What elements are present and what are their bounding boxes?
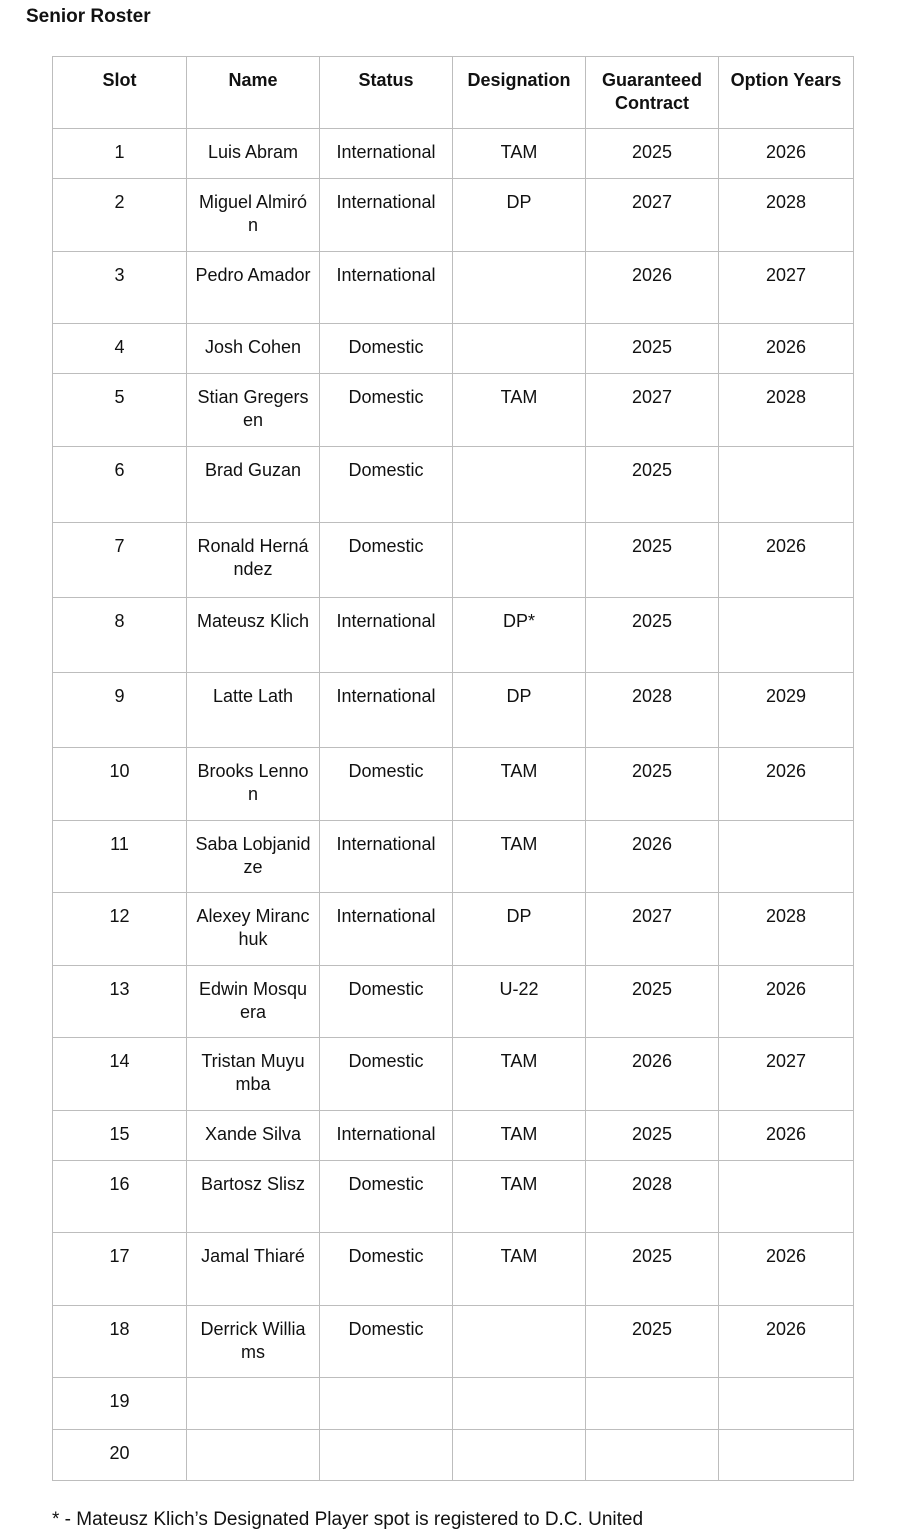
cell-option-years: 2028 (719, 374, 854, 447)
cell-option-years: 2026 (719, 523, 854, 598)
table-row (53, 966, 854, 1038)
cell-slot: 10 (53, 748, 187, 821)
column-header-designation: Designation (453, 57, 586, 129)
cell-slot: 13 (53, 966, 187, 1038)
cell-slot: 7 (53, 523, 187, 598)
table-row (53, 1161, 854, 1233)
cell-status: Domestic (320, 447, 453, 523)
cell-name (187, 1430, 320, 1481)
cell-guaranteed-contract: 2025 (586, 1111, 719, 1161)
cell-slot: 8 (53, 598, 187, 673)
cell-designation: TAM (453, 374, 586, 447)
cell-name: Alexey Miranchuk (187, 893, 320, 966)
cell-guaranteed-contract: 2025 (586, 129, 719, 179)
cell-guaranteed-contract: 2026 (586, 1038, 719, 1111)
table-row (53, 821, 854, 893)
cell-name: Stian Gregersen (187, 374, 320, 447)
cell-slot: 2 (53, 179, 187, 252)
cell-option-years: 2026 (719, 324, 854, 374)
cell-name: Josh Cohen (187, 324, 320, 374)
cell-guaranteed-contract (586, 1430, 719, 1481)
cell-slot: 19 (53, 1378, 187, 1430)
table-row (53, 1111, 854, 1161)
cell-designation (453, 1306, 586, 1378)
cell-name (187, 1378, 320, 1430)
table-row (53, 748, 854, 821)
cell-status (320, 1378, 453, 1430)
cell-designation (453, 1430, 586, 1481)
cell-guaranteed-contract: 2028 (586, 1161, 719, 1233)
cell-option-years: 2026 (719, 1233, 854, 1306)
table-row (53, 1038, 854, 1111)
cell-designation (453, 324, 586, 374)
table-row (53, 447, 854, 523)
cell-status: Domestic (320, 523, 453, 598)
cell-option-years: 2028 (719, 893, 854, 966)
cell-designation: TAM (453, 821, 586, 893)
cell-slot: 16 (53, 1161, 187, 1233)
column-header-name: Name (187, 57, 320, 129)
cell-name: Pedro Amador (187, 252, 320, 324)
cell-designation: TAM (453, 1111, 586, 1161)
cell-name: Saba Lobjanidze (187, 821, 320, 893)
table-row (53, 893, 854, 966)
cell-name: Edwin Mosquera (187, 966, 320, 1038)
cell-option-years (719, 1430, 854, 1481)
cell-slot: 15 (53, 1111, 187, 1161)
cell-name: Ronald Hernández (187, 523, 320, 598)
cell-option-years: 2027 (719, 1038, 854, 1111)
column-header-guaranteed-contract: Guaranteed Contract (586, 57, 719, 129)
cell-name: Jamal Thiaré (187, 1233, 320, 1306)
cell-name: Xande Silva (187, 1111, 320, 1161)
cell-name: Tristan Muyumba (187, 1038, 320, 1111)
roster-body (53, 129, 854, 1481)
cell-slot: 14 (53, 1038, 187, 1111)
cell-option-years: 2026 (719, 129, 854, 179)
cell-status (320, 1430, 453, 1481)
cell-status: International (320, 252, 453, 324)
cell-designation (453, 1378, 586, 1430)
cell-status: International (320, 129, 453, 179)
cell-status: International (320, 673, 453, 748)
cell-slot: 17 (53, 1233, 187, 1306)
table-row (53, 179, 854, 252)
table-row (53, 374, 854, 447)
column-header-status: Status (320, 57, 453, 129)
cell-designation (453, 523, 586, 598)
cell-designation: DP (453, 179, 586, 252)
table-row (53, 252, 854, 324)
cell-designation: U-22 (453, 966, 586, 1038)
cell-name: Luis Abram (187, 129, 320, 179)
cell-option-years (719, 447, 854, 523)
cell-designation: DP (453, 673, 586, 748)
cell-guaranteed-contract: 2027 (586, 179, 719, 252)
cell-guaranteed-contract: 2027 (586, 374, 719, 447)
cell-guaranteed-contract: 2025 (586, 447, 719, 523)
cell-status: International (320, 821, 453, 893)
cell-designation (453, 252, 586, 324)
cell-slot: 1 (53, 129, 187, 179)
cell-slot: 18 (53, 1306, 187, 1378)
cell-slot: 9 (53, 673, 187, 748)
cell-status: International (320, 893, 453, 966)
cell-slot: 3 (53, 252, 187, 324)
cell-status: Domestic (320, 1306, 453, 1378)
cell-status: International (320, 1111, 453, 1161)
cell-option-years: 2026 (719, 748, 854, 821)
cell-slot: 20 (53, 1430, 187, 1481)
cell-slot: 4 (53, 324, 187, 374)
cell-guaranteed-contract: 2026 (586, 821, 719, 893)
cell-name: Latte Lath (187, 673, 320, 748)
cell-designation: TAM (453, 748, 586, 821)
table-row (53, 1233, 854, 1306)
cell-designation: DP (453, 893, 586, 966)
cell-option-years: 2027 (719, 252, 854, 324)
cell-slot: 11 (53, 821, 187, 893)
cell-name: Brooks Lennon (187, 748, 320, 821)
cell-name: Brad Guzan (187, 447, 320, 523)
cell-guaranteed-contract: 2027 (586, 893, 719, 966)
cell-option-years (719, 1161, 854, 1233)
cell-status: International (320, 598, 453, 673)
column-header-option-years: Option Years (719, 57, 854, 129)
cell-slot: 5 (53, 374, 187, 447)
cell-status: Domestic (320, 966, 453, 1038)
footnote: * - Mateusz Klich’s Designated Player spot is registered to D.C. United (52, 1509, 644, 1530)
table-row (53, 523, 854, 598)
cell-option-years: 2028 (719, 179, 854, 252)
cell-status: Domestic (320, 324, 453, 374)
cell-name: Mateusz Klich (187, 598, 320, 673)
cell-slot: 12 (53, 893, 187, 966)
table-row (53, 1378, 854, 1430)
cell-name: Derrick Williams (187, 1306, 320, 1378)
cell-guaranteed-contract: 2025 (586, 523, 719, 598)
cell-option-years: 2026 (719, 966, 854, 1038)
header-row (53, 57, 854, 129)
table-row (53, 1430, 854, 1481)
cell-guaranteed-contract: 2025 (586, 748, 719, 821)
cell-status: Domestic (320, 748, 453, 821)
column-header-slot: Slot (53, 57, 187, 129)
cell-option-years (719, 598, 854, 673)
cell-status: International (320, 179, 453, 252)
cell-guaranteed-contract (586, 1378, 719, 1430)
cell-option-years: 2026 (719, 1111, 854, 1161)
cell-guaranteed-contract: 2025 (586, 1233, 719, 1306)
table-row (53, 598, 854, 673)
table-row (53, 129, 854, 179)
cell-name: Miguel Almirón (187, 179, 320, 252)
cell-status: Domestic (320, 1233, 453, 1306)
cell-guaranteed-contract: 2025 (586, 966, 719, 1038)
table-row (53, 324, 854, 374)
cell-designation: TAM (453, 129, 586, 179)
cell-designation: TAM (453, 1161, 586, 1233)
cell-guaranteed-contract: 2028 (586, 673, 719, 748)
cell-status: Domestic (320, 1038, 453, 1111)
cell-designation: TAM (453, 1233, 586, 1306)
senior-roster-table (52, 56, 854, 1481)
table-row (53, 1306, 854, 1378)
cell-status: Domestic (320, 374, 453, 447)
cell-status: Domestic (320, 1161, 453, 1233)
cell-slot: 6 (53, 447, 187, 523)
cell-option-years: 2026 (719, 1306, 854, 1378)
cell-guaranteed-contract: 2025 (586, 598, 719, 673)
cell-option-years (719, 1378, 854, 1430)
cell-option-years: 2029 (719, 673, 854, 748)
table-row (53, 673, 854, 748)
cell-designation: DP* (453, 598, 586, 673)
cell-name: Bartosz Slisz (187, 1161, 320, 1233)
cell-guaranteed-contract: 2025 (586, 324, 719, 374)
cell-guaranteed-contract: 2025 (586, 1306, 719, 1378)
cell-designation: TAM (453, 1038, 586, 1111)
cell-option-years (719, 821, 854, 893)
cell-guaranteed-contract: 2026 (586, 252, 719, 324)
cell-designation (453, 447, 586, 523)
page-title: Senior Roster (26, 6, 151, 27)
